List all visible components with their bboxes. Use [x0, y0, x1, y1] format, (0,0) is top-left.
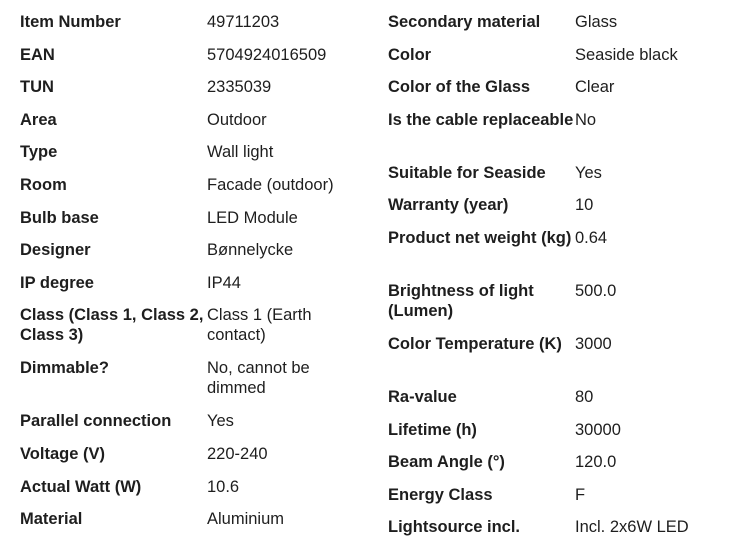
spec-row-suitable-for-seaside: [388, 163, 728, 196]
spec-row-brightness: [388, 281, 728, 334]
spec-row-color-temperature: [388, 334, 728, 387]
spec-value: IP44: [207, 273, 241, 292]
spec-label: Color: [388, 45, 432, 64]
spec-value: 49711203: [207, 13, 280, 31]
spec-label: Lifetime (h): [388, 420, 477, 439]
spec-value: Wall light: [207, 143, 274, 162]
spec-row-energy-class: [388, 485, 728, 518]
spec-label: TUN: [20, 78, 54, 97]
spec-column-left: [20, 12, 360, 542]
spec-row-secondary-material: [388, 12, 728, 45]
spec-label: Type: [20, 143, 58, 162]
spec-row-ean: [20, 45, 360, 78]
spec-value: Outdoor: [207, 110, 267, 129]
spec-row-material: [20, 509, 360, 542]
spec-label: Material: [20, 510, 83, 529]
spec-row-voltage: [20, 444, 360, 477]
spec-row-net-weight: [388, 228, 728, 281]
spec-label: Room: [20, 175, 67, 194]
spec-value: No: [575, 110, 597, 129]
spec-value: 3000: [575, 334, 612, 353]
spec-label: Brightness of light (Lumen): [388, 281, 534, 320]
spec-label: Is the cable replaceable: [388, 110, 574, 129]
spec-value: Bønnelycke: [207, 241, 294, 260]
spec-column-right: [388, 12, 728, 550]
spec-row-bulb-base: [20, 208, 360, 241]
spec-label: Energy Class: [388, 485, 493, 504]
spec-value: Incl. 2x6W LED: [575, 518, 689, 537]
spec-row-class: [20, 305, 360, 358]
spec-value: No, cannot be dimmed: [207, 359, 310, 398]
spec-row-dimmable: [20, 358, 360, 411]
spec-value: Class 1 (Earth contact): [207, 306, 312, 345]
spec-label: Bulb base: [20, 208, 99, 227]
spec-label: Product net weight (kg): [388, 228, 572, 247]
spec-value: Clear: [575, 78, 615, 97]
spec-label: Suitable for Seaside: [388, 163, 546, 182]
spec-row-warranty: [388, 195, 728, 228]
spec-row-designer: [20, 240, 360, 273]
spec-value: 30000: [575, 420, 621, 439]
spec-label: Warranty (year): [388, 196, 509, 215]
spec-row-beam-angle: [388, 452, 728, 485]
spec-label: Color Temperature (K): [388, 334, 562, 353]
spec-row-area: [20, 110, 360, 143]
spec-value: 5704924016509: [207, 45, 327, 64]
spec-row-color-of-glass: [388, 77, 728, 110]
spec-label: Item Number: [20, 13, 121, 31]
spec-row-lifetime: [388, 420, 728, 453]
spec-label: Lightsource incl.: [388, 518, 521, 537]
spec-label: EAN: [20, 45, 55, 64]
spec-row-color: [388, 45, 728, 78]
spec-value: Facade (outdoor): [207, 175, 334, 194]
spec-row-item-number: [20, 12, 360, 45]
spec-label: Designer: [20, 241, 91, 260]
spec-value: Aluminium: [207, 510, 285, 529]
spec-row-ra-value: [388, 387, 728, 420]
spec-value: 220-240: [207, 444, 268, 463]
spec-row-actual-watt: [20, 477, 360, 510]
spec-value: 10: [575, 196, 594, 215]
spec-label: Beam Angle (°): [388, 453, 505, 472]
spec-value: 500.0: [575, 281, 617, 300]
spec-row-room: [20, 175, 360, 208]
spec-row-ip-degree: [20, 273, 360, 306]
spec-value: Yes: [575, 163, 602, 182]
spec-label: Voltage (V): [20, 444, 105, 463]
spec-value: 120.0: [575, 453, 617, 472]
spec-value: Seaside black: [575, 45, 678, 64]
spec-row-parallel-connection: [20, 411, 360, 444]
spec-label: Ra-value: [388, 387, 457, 406]
spec-label: Area: [20, 110, 57, 129]
spec-label: Dimmable?: [20, 359, 109, 378]
spec-value: Yes: [207, 412, 234, 431]
spec-row-type: [20, 142, 360, 175]
spec-row-tun: [20, 77, 360, 110]
spec-label: Color of the Glass: [388, 78, 531, 97]
spec-value: 80: [575, 387, 594, 406]
spec-value: LED Module: [207, 208, 298, 227]
spec-label: Parallel connection: [20, 412, 172, 431]
spec-row-cable-replaceable: [388, 110, 728, 163]
spec-label: Secondary material: [388, 13, 541, 31]
spec-label: Actual Watt (W): [20, 477, 142, 496]
spec-value: 10.6: [207, 477, 240, 496]
spec-row-lightsource: [388, 517, 728, 550]
spec-value: 2335039: [207, 78, 272, 97]
spec-label: IP degree: [20, 273, 94, 292]
spec-label: Class (Class 1, Class 2, Class 3): [20, 306, 204, 345]
spec-value: 0.64: [575, 228, 608, 247]
spec-value: F: [575, 485, 586, 504]
spec-value: Glass: [575, 13, 618, 31]
